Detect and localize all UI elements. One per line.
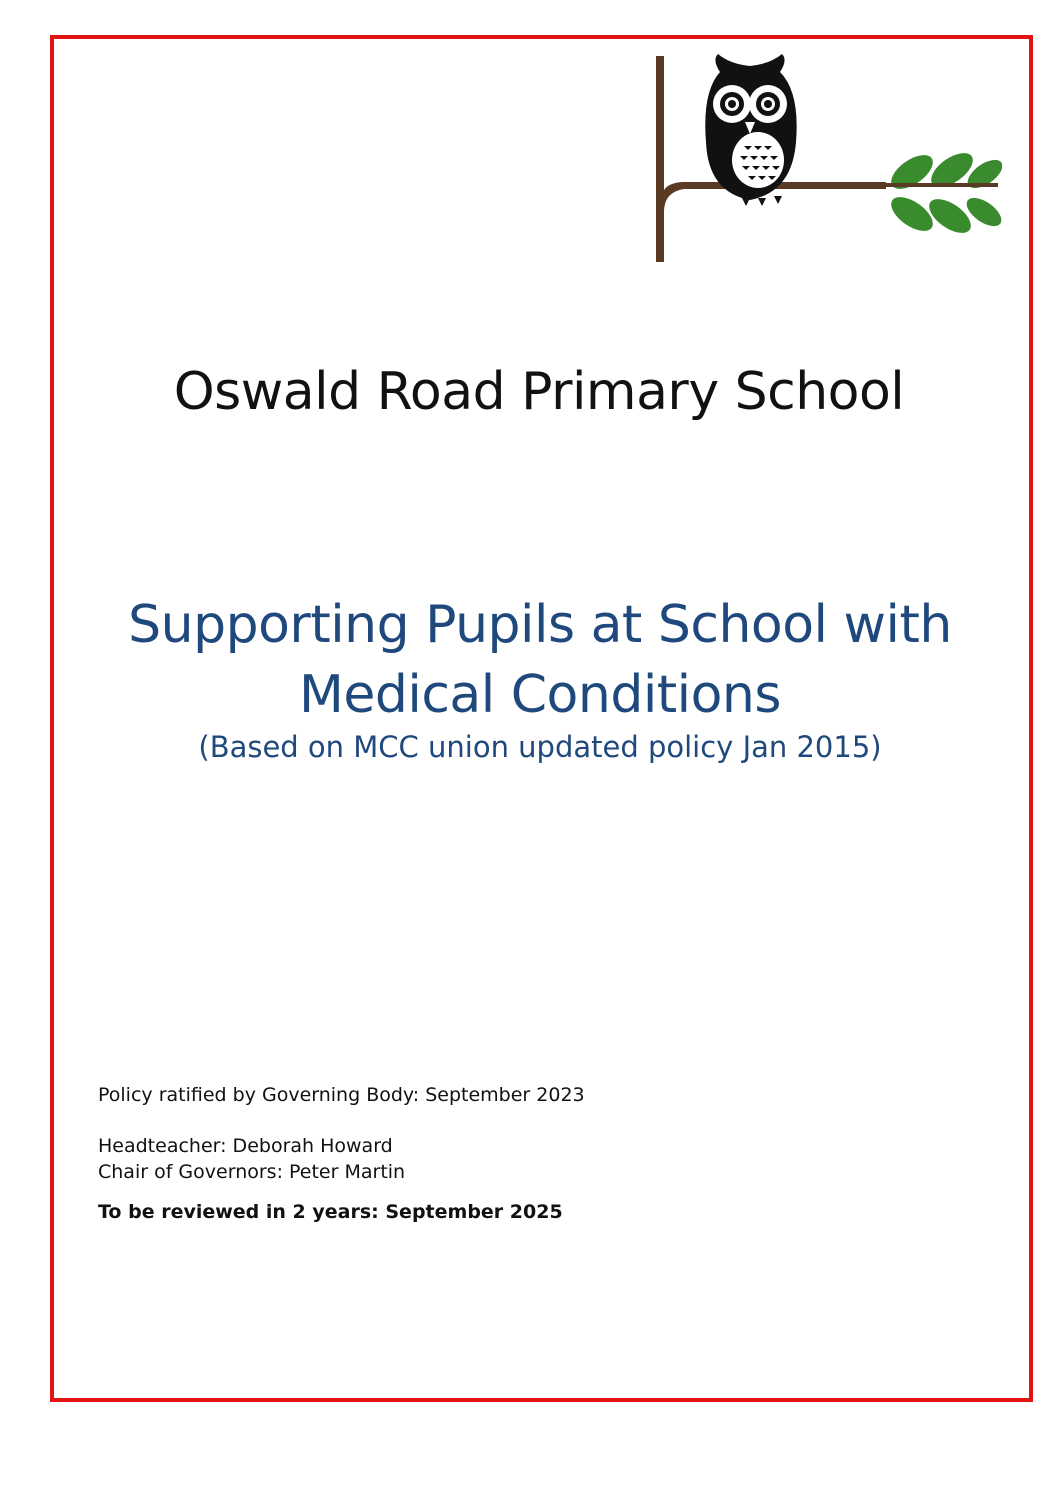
ratification-date: Policy ratified by Governing Body: September 2023 <box>98 1084 585 1106</box>
policy-title <box>60 590 1020 730</box>
headteacher-name: Headteacher: Deborah Howard <box>98 1135 393 1157</box>
chair-of-governors-name: Chair of Governors: Peter Martin <box>98 1161 406 1183</box>
policy-title-line-1: Supporting Pupils at School with <box>128 595 952 655</box>
policy-info-block <box>98 1082 585 1225</box>
policy-subtitle: (Based on MCC union updated policy Jan 2015) <box>198 730 882 764</box>
school-name: Oswald Road Primary School <box>173 362 905 422</box>
policy-title-line-2: Medical Conditions <box>299 665 781 725</box>
review-date: To be reviewed in 2 years: September 2025 <box>98 1201 563 1223</box>
owl-on-branch-logo-icon <box>650 52 1002 267</box>
